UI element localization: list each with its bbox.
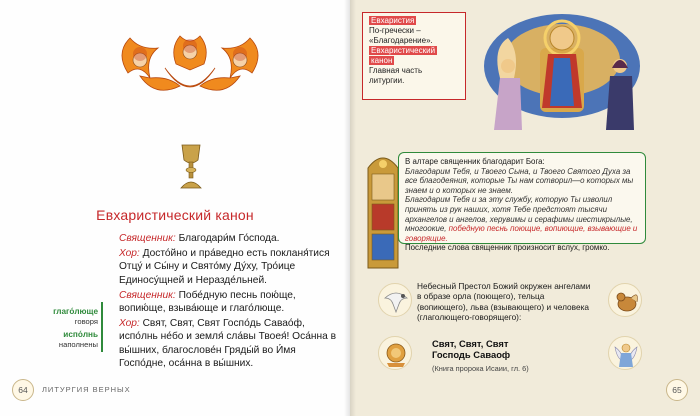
chalice-icon [176,142,206,192]
choir-line-1: Хор: Досто́йно и пра́ведно есть покланя́тися Отцу́ и Сы́ну и Свято́му Ду́ху, Тро́ице Единосу́щней и Неразде́льней. [119,248,330,286]
scripture-reference: (Книга пророка Исаии, гл. 6) [432,364,529,373]
choir-line-2: Хор: Свят, Свят, Свят Госпо́дь Савао́ф, испо́лнь не́бо и земля́ сла́вы Твоея́! Оса́нна в вы́шних, благослове́н Гряды́й во И́мя Госпо́дне, оса́нна в вы́шних. [119,318,337,369]
heavenly-throne-text: Небесный Престол Божий окружен ангелами в образе орла (поющего), тельца (вопиющего), льва (взывающего) и человека (глаголющего-говорящего): [417,281,591,323]
glossary-divider [101,302,103,352]
deesis-icon-illustration [470,8,650,140]
liturgy-text [119,232,339,372]
priest-line-1: Священник: Благодари́м Го́спода. [119,233,280,244]
altar-doors-illustration [366,148,400,270]
definition-note: Евхаристия По-гречески – «Благодарение». Евхаристический канон Главная часть литургии. [362,12,466,100]
calf-medallion [608,283,642,317]
priest-line-2: Священник: Побе́дную песнь пою́ще, вопию́ще, взыва́юще и глаго́люще. [119,289,296,315]
lion-medallion [378,336,412,370]
angel-icon [609,337,643,371]
prayer-continuation: Благодарим Тебя и за эту службу, которую Ты изволил принять из рук наших, хотя Тебе предстоят тысячи архангелов и ангелов, херувимы и серафимы шестикрылые, многоокие, победную песнь поющие, вопиющие, взывающие и говорящие. [405,195,638,243]
lion-icon [379,337,413,371]
calf-icon [609,284,643,318]
sanctus-text: Свят, Свят, Свят Господь Саваоф [432,338,511,361]
glossary-entry: глаго́люще говоря [53,307,98,326]
seraphim-illustration [110,28,270,108]
eagle-medallion [378,283,412,317]
page-number-right: 65 [666,379,688,401]
running-footer: ЛИТУРГИЯ ВЕРНЫХ [42,385,131,394]
page-number-left: 64 [12,379,34,401]
glossary-entry: испо́лнь наполнены [58,330,98,349]
eagle-icon [379,284,413,318]
section-title: Евхаристический канон [96,207,254,223]
angel-medallion [608,336,642,370]
altar-prayer-box: В алтаре священник благодарит Бога: Благодарим Тебя, и Твоего Сына, и Твоего Святого Духа за все благодеяния, которые Ты нам сотворил—о которых мы знаем и о которых не знаем. Благодарим Тебя и за эту службу, которую Ты изволил принять из рук наших, хотя Тебе предстоят тысячи архангелов и ангелов, херувимы и серафимы шестикрылые, многоокие, победную песнь поющие, вопиющие, взывающие и говорящие. Последние слова священник произносит вслух, громко. [398,152,646,244]
